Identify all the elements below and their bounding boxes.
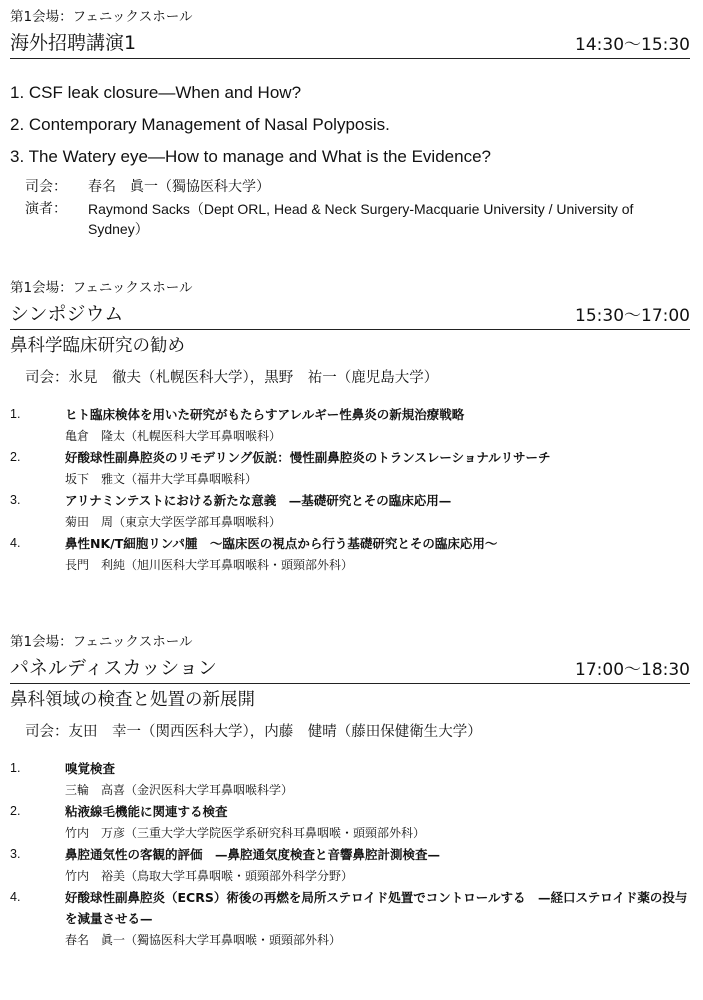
section-panel-discussion	[10, 633, 690, 951]
chair-row	[10, 177, 690, 197]
lecture-item: 1. CSF leak closure—When and How?	[10, 83, 302, 102]
talk-number: 2.	[10, 450, 21, 464]
talk-title: 鼻腔通気性の客観的評価 —鼻腔通気度検査と音響鼻腔計測検査—	[65, 847, 441, 862]
talk-title: 好酸球性副鼻腔炎のリモデリング仮説：慢性副鼻腔炎のトランスレーショナルリサーチ	[65, 450, 551, 465]
talk-number: 3.	[10, 493, 21, 507]
talk-list	[10, 404, 690, 576]
talk-item	[10, 447, 690, 490]
talk-item	[10, 490, 690, 533]
talk-title: アリナミンテストにおける新たな意義 —基礎研究とその臨床応用—	[65, 493, 452, 508]
speaker-row	[10, 199, 690, 239]
talk-item	[10, 844, 690, 887]
section-title: シンポジウム	[10, 303, 124, 325]
section-header	[10, 651, 690, 684]
section-symposium	[10, 279, 690, 576]
speaker-name: Raymond Sacks（Dept ORL, Head & Neck Surgery-Macquarie University / University of Sydney）	[88, 201, 634, 237]
section-title: パネルディスカッション	[10, 657, 217, 679]
talk-number: 1.	[10, 761, 21, 775]
lecture-list	[10, 83, 690, 167]
talk-item	[10, 404, 690, 447]
section-time: 14:30〜15:30	[575, 35, 690, 55]
venue-label: 第1会場：フェニックスホール	[10, 634, 193, 650]
talk-number: 4.	[10, 536, 21, 550]
talk-title: 鼻性NK/T細胞リンパ腫 〜臨床医の視点から行う基礎研究とその臨床応用〜	[65, 536, 498, 551]
session-chairs: 司会：友田 幸一（関西医科大学），内藤 健晴（藤田保健衛生大学）	[25, 724, 482, 740]
section-title: 海外招聘講演1	[10, 32, 137, 54]
session-chairs: 司会：氷見 徹夫（札幌医科大学），黒野 祐一（鹿児島大学）	[25, 370, 439, 386]
section-invited-lecture	[10, 8, 690, 239]
talk-title: 粘液線毛機能に関連する検査	[65, 804, 228, 819]
talk-title: ヒト臨床検体を用いた研究がもたらすアレルギー性鼻炎の新規治療戦略	[65, 407, 465, 422]
lecture-item: 2. Contemporary Management of Nasal Polyposis.	[10, 115, 390, 134]
section-header	[10, 26, 690, 59]
talk-item	[10, 533, 690, 576]
talk-speaker: 竹内 万彦（三重大学大学院医学系研究科耳鼻咽喉・頭頸部外科）	[65, 826, 426, 840]
speaker-label: 演者：	[25, 201, 67, 217]
session-subtitle: 鼻科領域の検査と処置の新展開	[10, 690, 255, 710]
talk-item	[10, 758, 690, 801]
talk-speaker: 亀倉 隆太（札幌医科大学耳鼻咽喉科）	[65, 429, 282, 443]
lecture-item: 3. The Watery eye—How to manage and What is the Evidence?	[10, 147, 491, 166]
talk-title: 嗅覚検査	[65, 761, 116, 776]
talk-title: 好酸球性副鼻腔炎（ECRS）術後の再燃を局所ステロイド処置でコントロールする —経口ステロイド薬の投与を減量させる—	[65, 890, 688, 926]
talk-speaker: 坂下 雅文（福井大学耳鼻咽喉科）	[65, 472, 258, 486]
talk-speaker: 竹内 裕美（鳥取大学耳鼻咽喉・頭頸部外科学分野）	[65, 869, 354, 883]
talk-speaker: 長門 利純（旭川医科大学耳鼻咽喉科・頭頸部外科）	[65, 558, 354, 572]
talk-speaker: 三輪 高喜（金沢医科大学耳鼻咽喉科学）	[65, 783, 294, 797]
venue-label: 第1会場：フェニックスホール	[10, 280, 193, 296]
talk-number: 1.	[10, 407, 21, 421]
chair-label: 司会：	[25, 179, 67, 195]
talk-speaker: 菊田 周（東京大学医学部耳鼻咽喉科）	[65, 515, 282, 529]
section-header	[10, 297, 690, 330]
talk-speaker: 春名 眞一（獨協医科大学耳鼻咽喉・頭頸部外科）	[65, 933, 342, 947]
talk-item	[10, 887, 690, 951]
talk-item	[10, 801, 690, 844]
venue-label: 第1会場：フェニックスホール	[10, 9, 193, 25]
section-time: 15:30〜17:00	[575, 306, 690, 326]
section-time: 17:00〜18:30	[575, 660, 690, 680]
session-subtitle: 鼻科学臨床研究の勧め	[10, 336, 185, 356]
talk-number: 2.	[10, 804, 21, 818]
talk-number: 3.	[10, 847, 21, 861]
talk-number: 4.	[10, 890, 21, 904]
chair-name: 春名 眞一（獨協医科大学）	[88, 179, 270, 195]
talk-list	[10, 758, 690, 951]
